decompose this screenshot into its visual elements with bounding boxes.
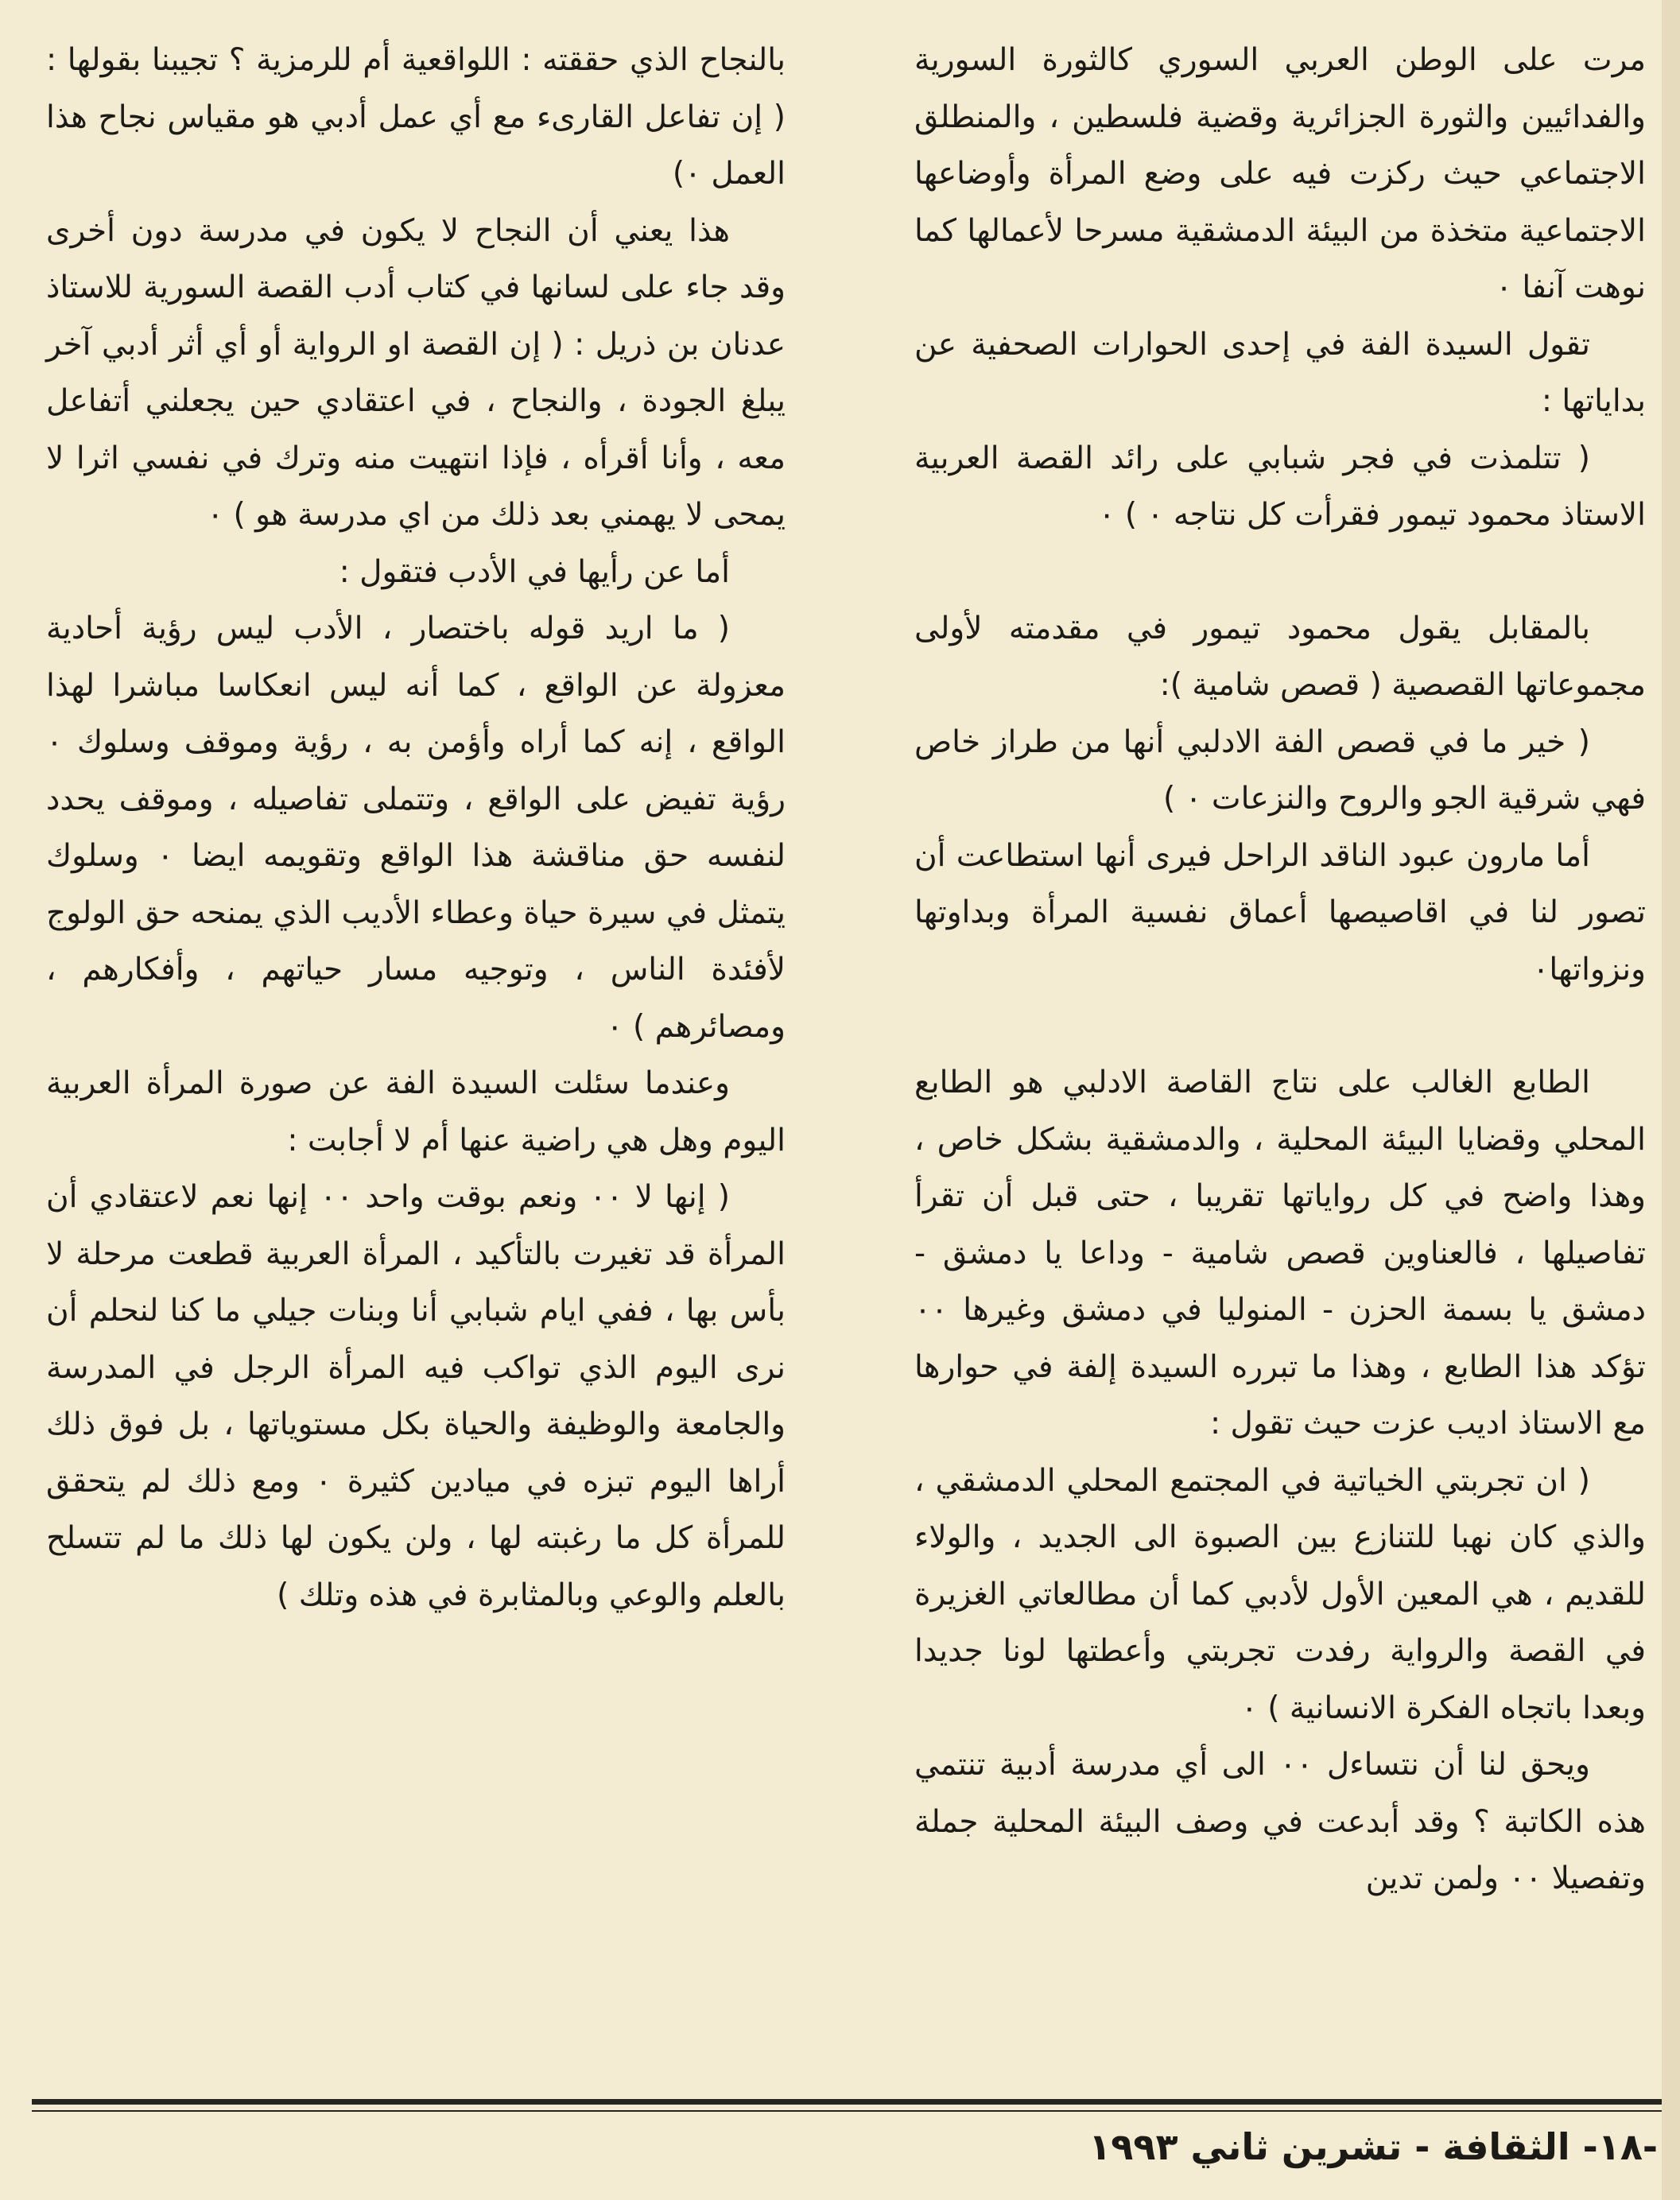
quote-paragraph: ( تتلمذت في فجر شبابي على رائد القصة العربية الاستاذ محمود تيمور فقرأت كل نتاجه ٠ ) ٠	[914, 440, 1646, 533]
quote-paragraph: ( ان تجربتي الخياتية في المجتمع المحلي الدمشقي ، والذي كان نهبا للتنازع بين الصبوة الى الجديد ، والولاء للقديم ، هي المعين الأول لأدبي كما أن مطالعاتي الغزيرة في القصة والرواية رفدت تجربتي وأعطتها لونا جديدا وبعدا باتجاه الفكرة الانسانية ) ٠	[914, 1462, 1646, 1726]
paragraph: بالمقابل يقول محمود تيمور في مقدمته لأولى مجموعاتها القصصية ( قصص شامية ):	[914, 610, 1646, 703]
paragraph: هذا يعني أن النجاح لا يكون في مدرسة دون أخرى وقد جاء على لسانها في كتاب أدب القصة السورية للاستاذ عدنان بن ذريل : ( إن القصة او الرواية أو أي أثر أدبي آخر يبلغ الجودة ، والنجاح ، في اعتقادي حين يجعلني أتفاعل معه ، وأنا أقرأه ، فإذا انتهيت منه وترك في نفسي اثرا لا يمحى لا يهمني بعد ذلك من اي مدرسة هو ) ٠	[46, 212, 786, 533]
page-edge	[1662, 0, 1680, 2200]
paragraph: بالنجاح الذي حققته : اللواقعية أم للرمزية ؟ تجيبنا بقولها : ( إن تفاعل القارىء مع أي عمل أدبي هو مقياس نجاح هذا العمل ٠)	[46, 42, 786, 192]
paragraph: ويحق لنا أن نتساءل ٠٠ الى أي مدرسة أدبية تنتمي هذه الكاتبة ؟ وقد أبدعت في وصف البيئة المحلية جملة وتفصيلا ٠٠ ولمن تدين	[914, 1747, 1646, 1896]
footer-rule	[32, 2099, 1662, 2105]
paragraph: تقول السيدة الفة في إحدى الحوارات الصحفية عن بداياتها :	[914, 326, 1646, 419]
paragraph: وعندما سئلت السيدة الفة عن صورة المرأة العربية اليوم وهل هي راضية عنها أم لا أجابت :	[46, 1065, 786, 1158]
quote-paragraph: ( ما اريد قوله باختصار ، الأدب ليس رؤية أحادية معزولة عن الواقع ، كما أنه ليس انعكاسا مباشرا لهذا الواقع ، إنه كما أراه وأؤمن به ، رؤية وموقف وسلوك ٠ رؤية تفيض على الواقع ، وتتملى تفاصيله ، وموقف يحدد لنفسه حق مناقشة هذا الواقع وتقويمه ايضا ٠ وسلوك يتمثل في سيرة حياة وعطاء الأديب الذي يمنحه حق الولوج لأفئدة الناس ، وتوجيه مسار حياتهم ، وأفكارهم ، ومصائرهم ) ٠	[46, 611, 786, 1045]
page-footer: -١٨- الثقافة - تشرين ثاني ١٩٩٣	[1088, 2125, 1658, 2168]
quote-paragraph: ( إنها لا ٠٠ ونعم بوقت واحد ٠٠ إنها نعم لاعتقادي أن المرأة قد تغيرت بالتأكيد ، المرأة العربية قطعت مرحلة لا بأس بها ، ففي ايام شبابي أنا وبنات جيلي ما كنا لنحلم أن نرى اليوم الذي تواكب فيه المرأة الرجل في المدرسة والجامعة والوظيفة والحياة بكل مستوياتها ، بل فوق ذلك أراها اليوم تبزه في ميادين كثيرة ٠ ومع ذلك لم يتحقق للمرأة كل ما رغبته لها ، ولن يكون لها ذلك ما لم تتسلح بالعلم والوعي وبالمثابرة في هذه وتلك )	[46, 1179, 786, 1613]
right-column	[914, 32, 1646, 1907]
left-column	[46, 32, 786, 1624]
paragraph: الطابع الغالب على نتاج القاصة الادلبي هو الطابع المحلي وقضايا البيئة المحلية ، والدمشقية بشكل خاص ، وهذا واضح في كل رواياتها تقريبا ، حتى قبل أن تقرأ تفاصيلها ، فالعناوين قصص شامية - وداعا يا دمشق - دمشق يا بسمة الحزن - المنوليا في دمشق وغيرها ٠٠ تؤكد هذا الطابع ، وهذا ما تبرره السيدة إلفة في حوارها مع الاستاذ اديب عزت حيث تقول :	[914, 1065, 1646, 1441]
paragraph: أما مارون عبود الناقد الراحل فيرى أنها استطاعت أن تصور لنا في اقاصيصها أعماق نفسية المرأة وبداوتها ونزواتها٠	[914, 837, 1646, 987]
paragraph: أما عن رأيها في الأدب فتقول :	[339, 553, 730, 590]
paragraph: مرت على الوطن العربي السوري كالثورة السورية والفدائيين والثورة الجزائرية وقضية فلسطين ، والمنطلق الاجتماعي حيث ركزت فيه على وضع المرأة وأوضاعها الاجتماعية متخذة من البيئة الدمشقية مسرحا لأعمالها كما نوهت آنفا ٠	[914, 42, 1646, 305]
quote-paragraph: ( خير ما في قصص الفة الادلبي أنها من طراز خاص فهي شرقية الجو والروح والنزعات ٠ )	[914, 724, 1646, 817]
footer-rule-thin	[32, 2110, 1662, 2112]
